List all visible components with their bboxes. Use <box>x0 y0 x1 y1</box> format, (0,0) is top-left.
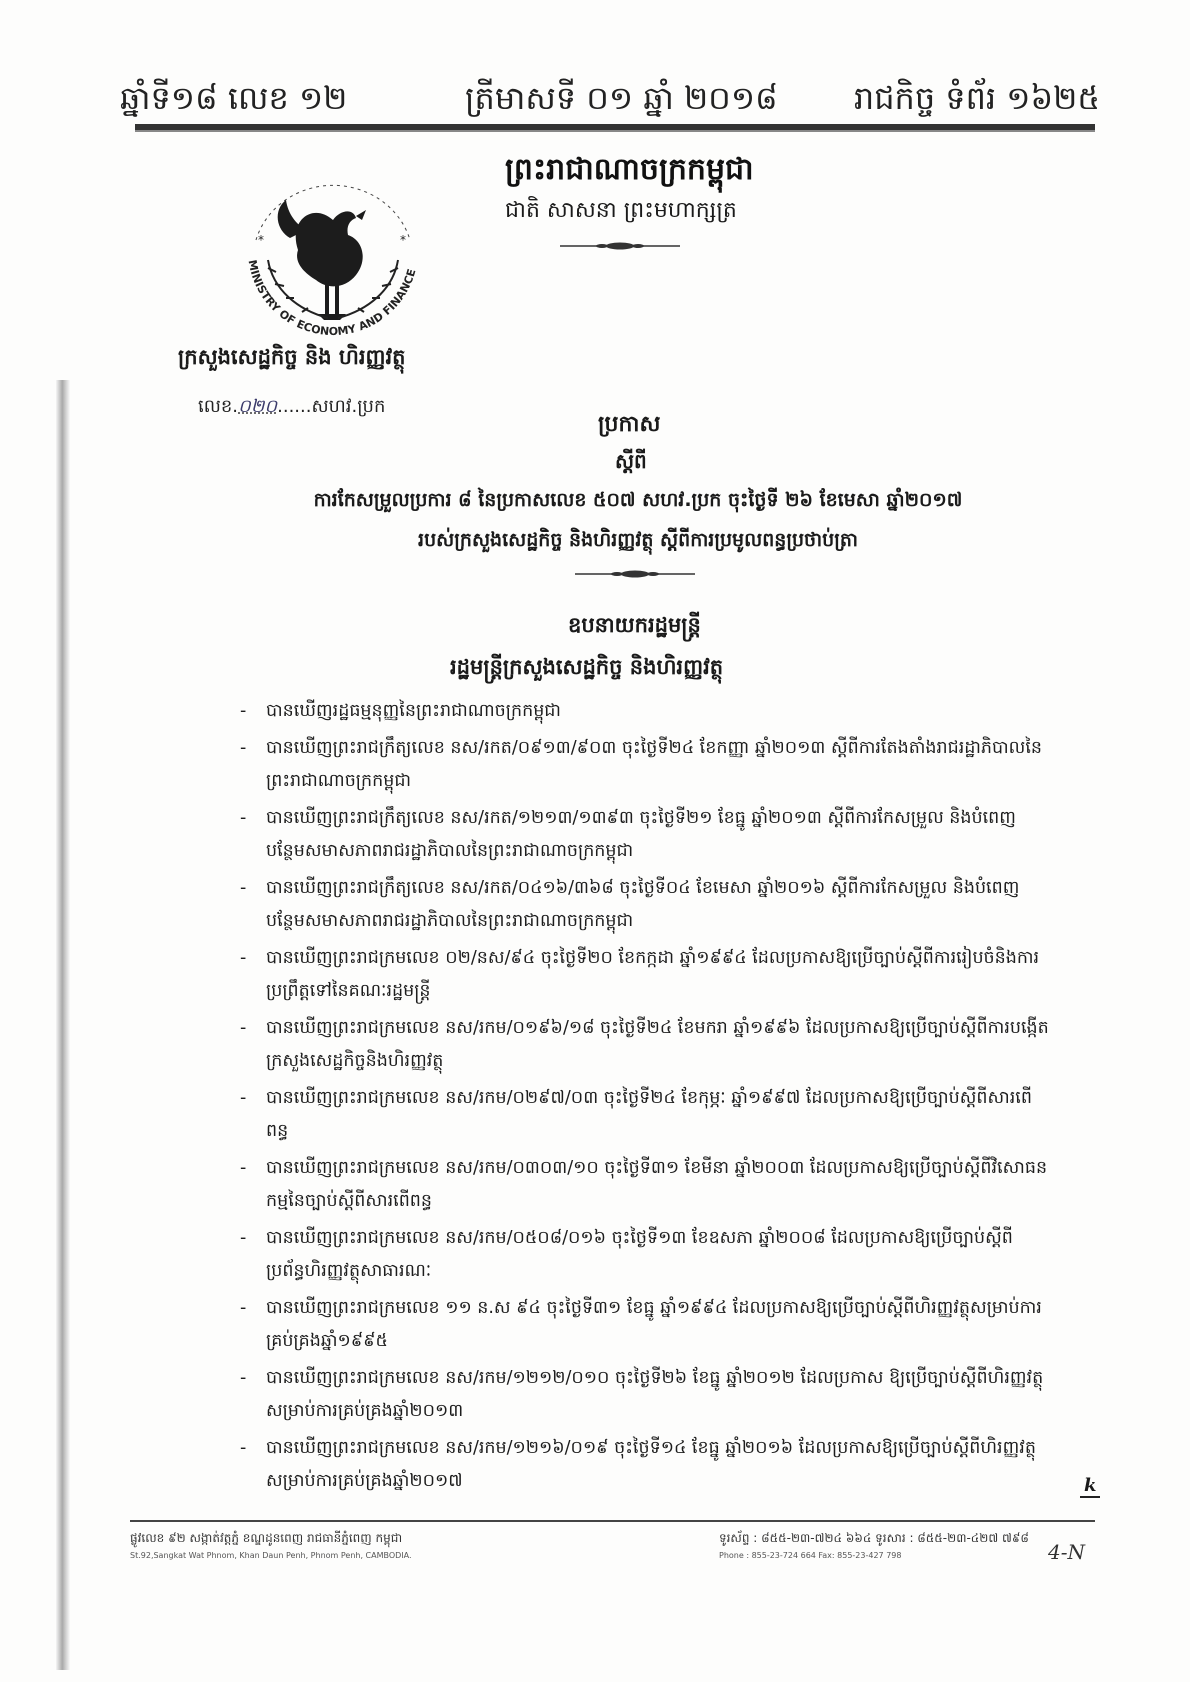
issuer-title: ឧបនាយករដ្ឋមន្ត្រី <box>568 613 701 637</box>
gazette-header <box>110 78 1100 126</box>
subject-line-1: ការកែសម្រួលប្រការ ៨ នៃប្រកាសលេខ ៥០៧ សហវ.ប្រក ចុះថ្ងៃទី ២៦ ខែមេសា ឆ្នាំ២០១៧ <box>313 489 963 511</box>
list-item: - បានឃើញព្រះរាជក្រឹត្យលេខ នស/រកត/០៤១៦/៣៦៨ ចុះថ្ងៃទី០៤ ខែមេសា ឆ្នាំ២០១៦ ស្តីពីការកែសម្រួល និងបំពេញបន្ថែមសមាសភាពរាជរដ្ឋាភិបាលនៃព្រះរាជាណាចក្រកម្ពុជា <box>240 878 1020 931</box>
ministry-seal-logo <box>228 180 438 350</box>
seal-star-right: * <box>400 233 406 247</box>
ref-suffix: សហវ.ប្រក <box>311 396 386 417</box>
list-item: - បានឃើញព្រះរាជក្រឹត្យលេខ នស/រកត/១២១៣/១៣៩៣ ចុះថ្ងៃទី២១ ខែធ្នូ ឆ្នាំ២០១៣ ស្តីពីការកែសម្រួល និងបំពេញបន្ថែមសមាសភាពរាជរដ្ឋាភិបាលនៃព្រះរាជាណាចក្រកម្ពុជា <box>240 808 1016 861</box>
gazette-year-issue: ឆ្នាំទី១៨ លេខ ១២ <box>120 79 348 117</box>
reference-number: លេខ.០២០......សហវ.ប្រក <box>198 396 386 417</box>
divider-ornament <box>560 240 680 252</box>
subject-line-2: របស់ក្រសួងសេដ្ឋកិច្ច និងហិរញ្ញវត្ថុ ស្តីពីការប្រមូលពន្ធប្រថាប់ត្រា <box>418 529 858 551</box>
kingdom-motto: ជាតិ សាសនា ព្រះមហាក្សត្រ <box>505 198 737 223</box>
footer-contact <box>719 1530 1029 1560</box>
list-item: - បានឃើញព្រះរាជក្រមលេខ នស/រកម/០៣០៣/១០ ចុះថ្ងៃទី៣១ ខែមីនា ឆ្នាំ២០០៣ ដែលប្រកាសឱ្យប្រើច្បាប់ស្តីពីវិសោធនកម្មនៃច្បាប់ស្តីពីសារពើពន្ធ <box>240 1158 1048 1211</box>
seal-star-left: * <box>258 233 264 247</box>
footer-phone-km: ទូរស័ព្ទ : ៨៥៥-២៣-៧២៤ ៦៦៤ ទូរសារ : ៨៥៥-២៣-៤២៧ ៧៩៨ <box>719 1531 1029 1545</box>
kingdom-title: ព្រះរាជាណាចក្រកម្ពុជា <box>505 152 754 187</box>
list-item: - បានឃើញព្រះរាជក្រឹត្យលេខ នស/រកត/០៩១៣/៩០៣ ចុះថ្ងៃទី២៤ ខែកញ្ញា ឆ្នាំ២០១៣ ស្តីពីការតែងតាំងរាជរដ្ឋាភិបាលនៃព្រះរាជាណាចក្រកម្ពុជា <box>240 738 1043 791</box>
seal-text: MINISTRY OF ECONOMY AND FINANCE <box>245 258 419 339</box>
prakas-about: ស្តីពី <box>615 449 647 473</box>
issuer-name: រដ្ឋមន្ត្រីក្រសួងសេដ្ឋកិច្ច និងហិរញ្ញវត្ថុ <box>450 655 724 679</box>
list-item: - បានឃើញព្រះរាជក្រមលេខ ០២/នស/៩៤ ចុះថ្ងៃទី២០ ខែកក្កដា ឆ្នាំ១៩៩៤ ដែលប្រកាសឱ្យប្រើច្បាប់ស្តីពីការរៀបចំនិងការប្រព្រឹត្តទៅនៃគណៈរដ្ឋមន្ត្រី <box>240 948 1040 1001</box>
list-item: - បានឃើញរដ្ឋធម្មនុញ្ញនៃព្រះរាជាណាចក្រកម្ពុជា <box>240 701 561 721</box>
footer-rule <box>130 1520 1095 1522</box>
rooster-icon <box>278 200 366 320</box>
considerations-list <box>240 695 1050 1502</box>
prakas-title: ប្រកាស <box>598 412 661 437</box>
ministry-name: ក្រសួងសេដ្ឋកិច្ច និង ហិរញ្ញវត្ថុ <box>178 345 406 369</box>
list-item: - បានឃើញព្រះរាជក្រមលេខ ១១ ន.ស ៩៤ ចុះថ្ងៃទី៣១ ខែធ្នូ ឆ្នាំ១៩៩៤ ដែលប្រកាសឱ្យប្រើច្បាប់ស្តីពីហិរញ្ញវត្ថុសម្រាប់ការគ្រប់គ្រងឆ្នាំ១៩៩៥ <box>240 1298 1042 1351</box>
list-item: - បានឃើញព្រះរាជក្រមលេខ នស/រកម/១២១២/០១០ ចុះថ្ងៃទី២៦ ខែធ្នូ ឆ្នាំ២០១២ ដែលប្រកាស ឱ្យប្រើច្បាប់ស្តីពីហិរញ្ញវត្ថុសម្រាប់ការគ្រប់គ្រងឆ្នាំ២០១៣ <box>240 1368 1044 1421</box>
ref-prefix: លេខ <box>198 396 233 417</box>
footer-address-km: ផ្លូវលេខ ៩២ សង្កាត់វត្តភ្នំ ខណ្ឌដូនពេញ រាជធានីភ្នំពេញ កម្ពុជា <box>130 1531 403 1545</box>
footer-address-en: St.92,Sangkat Wat Phnom, Khan Daun Penh, Phnom Penh, CAMBODIA. <box>130 1551 412 1560</box>
footer-initials: 4-N <box>1048 1540 1085 1564</box>
list-item: - បានឃើញព្រះរាជក្រមលេខ នស/រកម/០២៩៧/០៣ ចុះថ្ងៃទី២៤ ខែកុម្ភៈ ឆ្នាំ១៩៩៧ ដែលប្រកាសឱ្យប្រើច្បាប់ស្តីពីសារពើពន្ធ <box>240 1088 1032 1141</box>
gazette-page-number: រាជកិច្ច ទំព័រ ១៦២៥ <box>853 79 1100 117</box>
ref-number-handwritten: ០២០ <box>238 396 278 417</box>
gazette-quarter: ត្រីមាសទី ០១ ឆ្នាំ ២០១៨ <box>465 79 778 117</box>
divider-ornament <box>575 568 695 580</box>
list-item: - បានឃើញព្រះរាជក្រមលេខ នស/រកម/១២១៦/០១៩ ចុះថ្ងៃទី១៤ ខែធ្នូ ឆ្នាំ២០១៦ ដែលប្រកាសឱ្យប្រើច្បាប់ស្តីពីហិរញ្ញវត្ថុសម្រាប់ការគ្រប់គ្រងឆ្នាំ២០១៧ <box>240 1438 1036 1491</box>
footer-address <box>130 1530 412 1560</box>
list-item: - បានឃើញព្រះរាជក្រមលេខ នស/រកម/០៥០៨/០១៦ ចុះថ្ងៃទី១៣ ខែឧសភា ឆ្នាំ២០០៨ ដែលប្រកាសឱ្យប្រើច្បាប់ស្តីពីប្រព័ន្ធហិរញ្ញវត្ថុសាធារណៈ <box>240 1228 1013 1281</box>
footer-phone-en: Phone : 855-23-724 664 Fax: 855-23-427 798 <box>719 1551 902 1560</box>
list-item: - បានឃើញព្រះរាជក្រមលេខ នស/រកម/០១៩៦/១៨ ចុះថ្ងៃទី២៤ ខែមករា ឆ្នាំ១៩៩៦ ដែលប្រកាសឱ្យប្រើច្បាប់ស្តីពីការបង្កើតក្រសួងសេដ្ឋកិច្ចនិងហិរញ្ញវត្ថុ <box>240 1018 1049 1071</box>
page-initial-mark: k <box>1080 1475 1100 1498</box>
header-rule <box>135 124 1095 132</box>
scan-shadow-edge <box>56 380 70 1670</box>
